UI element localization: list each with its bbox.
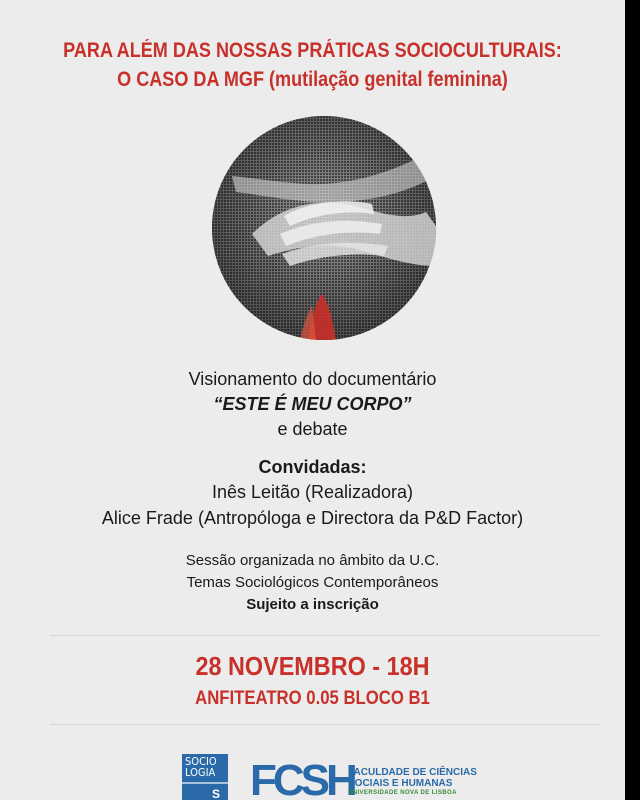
organization-line: Temas Sociológicos Contemporâneos	[186, 574, 439, 591]
documentary-intro: Visionamento do documentário	[188, 369, 437, 389]
guest-item: Alice Frade (Antropóloga e Directora da P&D Factor)	[101, 508, 524, 528]
fcsh-logo-mark: FCSH	[250, 756, 354, 800]
sociologia-logo-text: SOCIO	[185, 755, 217, 768]
title-line-1: PARA ALÉM DAS NOSSAS PRÁTICAS SOCIOCULTURAIS:	[63, 39, 562, 62]
black-edge	[625, 0, 640, 800]
poster-title	[44, 36, 582, 94]
guest-item: Inês Leitão (Realizadora)	[211, 482, 414, 502]
documentary-debate: e debate	[277, 419, 348, 439]
fcsh-logo-text	[348, 767, 477, 797]
sociologia-logo-mark: S	[212, 787, 221, 800]
sociologia-logo-text: LOGIA	[185, 766, 216, 779]
fcsh-line: FACULDADE DE CIÊNCIAS	[348, 767, 477, 778]
registration-note: Sujeito a inscrição	[246, 596, 379, 613]
divider	[50, 635, 600, 636]
divider	[50, 724, 600, 725]
sociologia-logo	[182, 754, 228, 800]
fcsh-line: SOCIAIS E HUMANAS	[348, 778, 453, 789]
title-line-2: O CASO DA MGF (mutilação genital feminina)	[117, 68, 508, 91]
fcsh-line: UNIVERSIDADE NOVA DE LISBOA	[348, 790, 457, 796]
event-venue: ANFITEATRO 0.05 BLOCO B1	[195, 688, 430, 709]
guests-heading: Convidadas:	[258, 457, 367, 477]
documentary-title: “ESTE É MEU CORPO”	[213, 394, 412, 414]
organization-line: Sessão organizada no âmbito da U.C.	[185, 552, 440, 569]
hands-photo-icon	[212, 116, 436, 340]
hands-photo	[212, 116, 436, 340]
event-date: 28 NOVEMBRO - 18H	[195, 651, 430, 681]
sociologia-logo-band	[182, 782, 228, 784]
